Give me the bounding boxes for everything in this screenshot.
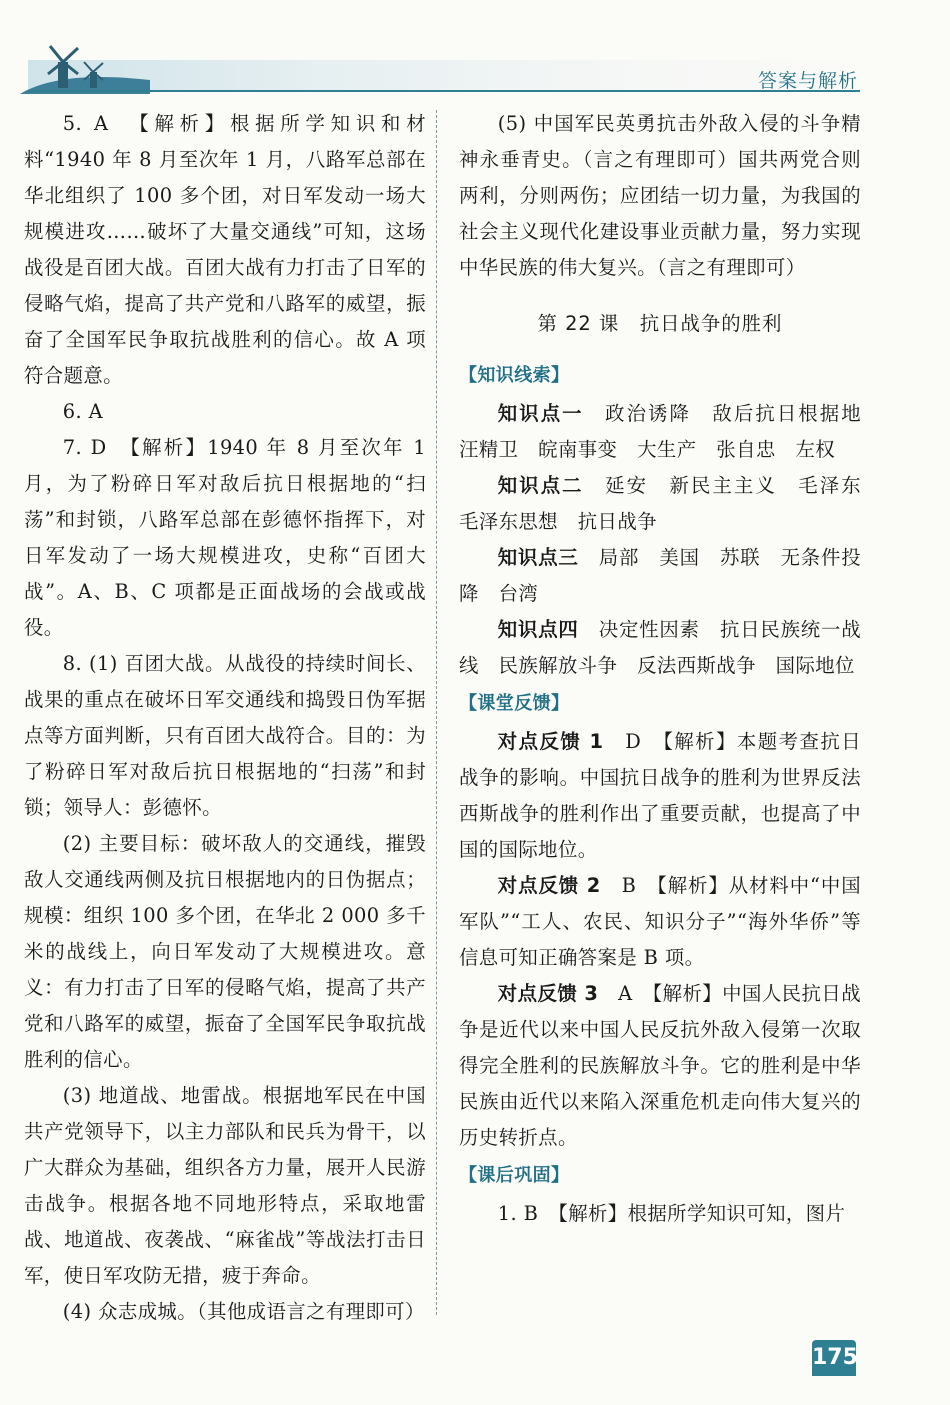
- column-divider: [436, 110, 437, 1315]
- feedback-1-label: 对点反馈 1: [497, 730, 604, 753]
- feedback-2-label: 对点反馈 2: [497, 874, 601, 897]
- lesson-title: 第 22 课 抗日战争的胜利: [537, 312, 783, 335]
- right-column: [459, 106, 881, 1232]
- feedback-1-text: D 【解析】本题考查抗日战争的影响。中国抗日战争的胜利为世界反法西斯战争的胜利作出了重要贡献，也提高了中国的国际地位。: [459, 730, 861, 861]
- answer-8-1: 8. (1) 百团大战。从战役的持续时间长、战果的重点在破坏日军交通线和捣毁日伪军据点等方面判断，只有百团大战符合。目的：为了粉碎日军对敌后抗日根据地的“扫荡”和封锁；领导人：彭德怀。: [24, 652, 426, 819]
- windmill-icon: [20, 40, 150, 94]
- answer-6: 6. A: [62, 400, 104, 423]
- knowledge-point-2-label: 知识点二: [497, 474, 584, 497]
- answer-8-2: (2) 主要目标：破坏敌人的交通线，摧毁敌人交通线两侧及抗日根据地内的日伪据点；规模：组织 100 多个团，在华北 2 000 多千米的战线上，向日军发动了大规模进攻。意义：有力打击了日军的侵略气焰，提高了共产党和八路军的威望，振奋了全国军民争取抗战胜利的信心。: [24, 832, 426, 1071]
- page-number: 175: [812, 1340, 856, 1376]
- feedback-2: [459, 868, 861, 976]
- feedback-3: [459, 976, 861, 1156]
- left-column: [24, 106, 426, 1330]
- answer-8-4: (4) 众志成城。（其他成语言之有理即可）: [62, 1300, 425, 1323]
- knowledge-point-4-label: 知识点四: [497, 618, 579, 641]
- section-knowledge-clues: 【知识线索】: [459, 365, 570, 386]
- knowledge-point-2-text: 延安 新民主主义 毛泽东 毛泽东思想 抗日战争: [459, 474, 881, 533]
- answer-7: 7. D 【解析】1940 年 8 月至次年 1 月，为了粉碎日军对敌后抗日根据地的“扫荡”和封锁，八路军总部在彭德怀指挥下，对日军发动了一场大规模进攻，史称“百团大战”。A、B、C 项都是正面战场的会战或战役。: [24, 436, 426, 639]
- header-title: 答案与解析: [757, 70, 858, 92]
- knowledge-point-2: [459, 468, 881, 540]
- page-header: [0, 0, 950, 100]
- knowledge-point-4-text: 决定性因素 抗日民族统一战线 民族解放斗争 反法西斯战争 国际地位: [459, 618, 861, 677]
- section-after-class: 【课后巩固】: [459, 1165, 570, 1186]
- answer-8-3: (3) 地道战、地雷战。根据地军民在中国共产党领导下，以主力部队和民兵为骨干，以广大群众为基础，组织各方力量，展开人民游击战争。根据各地不同地形特点，采取地雷战、地道战、夜袭战、“麻雀战”等战法打击日军，使日军攻防无措，疲于奔命。: [24, 1084, 426, 1287]
- feedback-3-text: A 【解析】中国人民抗日战争是近代以来中国人民反抗外敌入侵第一次取得完全胜利的民族解放斗争。它的胜利是中华民族由近代以来陷入深重危机走向伟大复兴的历史转折点。: [459, 982, 861, 1149]
- header-band: [28, 60, 860, 90]
- knowledge-point-1-label: 知识点一: [497, 402, 584, 425]
- knowledge-point-1-text: 政治诱降 敌后抗日根据地 汪精卫 皖南事变 大生产 张自忠 左权: [459, 402, 881, 461]
- knowledge-point-3-label: 知识点三: [497, 546, 579, 569]
- header-rule: [28, 90, 860, 92]
- answer-5: 5. A 【解析】根据所学知识和材料“1940 年 8 月至次年 1 月，八路军总部在华北组织了 100 多个团，对日军发动一场大规模进攻……破坏了大量交通线”可知，这场战役是百团大战。百团大战有力打击了日军的侵略气焰，提高了共产党和八路军的威望，振奋了全国军民争取抗战胜利的信心。故 A 项符合题意。: [24, 112, 426, 387]
- knowledge-point-4: [459, 612, 861, 684]
- consolidation-1: 1. B 【解析】根据所学知识可知，图片: [497, 1202, 846, 1225]
- feedback-3-label: 对点反馈 3: [497, 982, 599, 1005]
- feedback-1: [459, 724, 861, 868]
- knowledge-point-3-text: 局部 美国 苏联 无条件投降 台湾: [459, 546, 861, 605]
- section-class-feedback: 【课堂反馈】: [459, 693, 570, 714]
- feedback-2-text: B 【解析】从材料中“中国军队”“工人、农民、知识分子”“海外华侨”等信息可知正确答案是 B 项。: [459, 874, 861, 969]
- knowledge-point-1: [459, 396, 881, 468]
- knowledge-point-3: [459, 540, 861, 612]
- answer-8-5: (5) 中国军民英勇抗击外敌入侵的斗争精神永垂青史。（言之有理即可）国共两党合则两利，分则两伤；应团结一切力量，为我国的社会主义现代化建设事业贡献力量，努力实现中华民族的伟大复兴。（言之有理即可）: [459, 112, 861, 279]
